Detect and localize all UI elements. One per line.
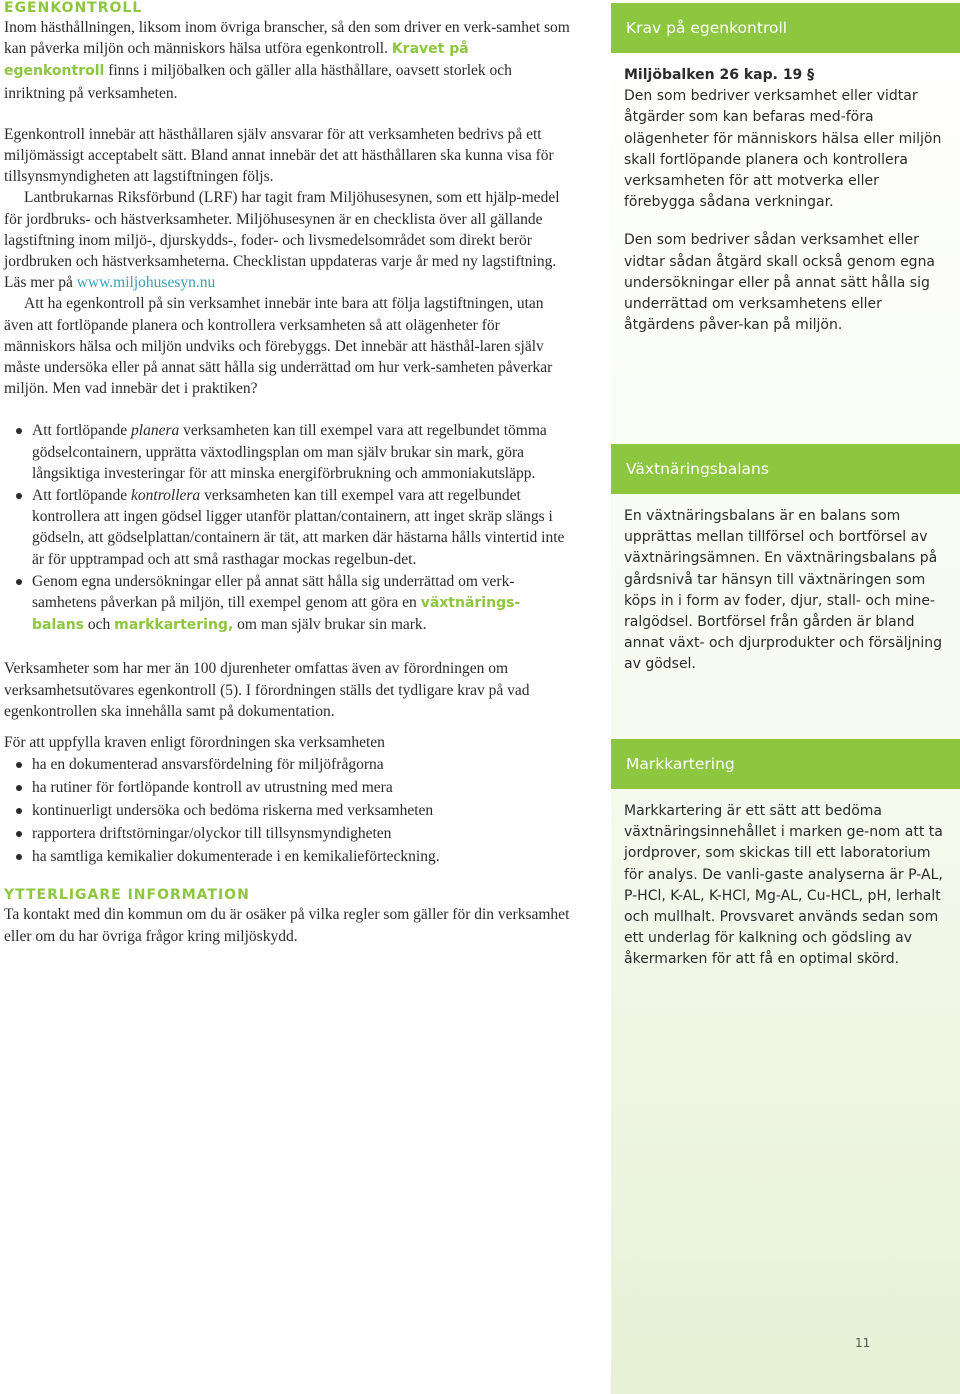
item-text: Att fortlöpande: [32, 487, 132, 505]
item-text: och: [84, 616, 115, 634]
box-body: En växtnäringsbalans är en balans som upprättas mellan tillförsel och bortförsel av växtnäringsämnen. En växtnäringsbalans på gårdsnivå tar hänsyn till växtnäringen som köps in i form av foder, djur, stall- och mine-ralgödsel. Bortförsel från gården är bland annat växt- och djurprodukter och försäljning av gödsel.: [624, 508, 943, 673]
box-body: [611, 53, 960, 336]
list-item: ha rutiner för fortlöpande kontroll av utrustning med mera: [4, 776, 570, 799]
box-vaxtnaringsbalans: [611, 444, 960, 676]
section-heading-egenkontroll: EGENKONTROLL: [4, 0, 143, 16]
item-emphasis: planera: [131, 422, 180, 440]
kravet-highlight: Kravet på egenkontroll: [4, 41, 469, 80]
page-number: 11: [855, 1336, 871, 1350]
intro-text-b: finns i miljöbalken och gäller alla hästhållare, oavsett storlek och inriktning på verksamheten.: [4, 62, 512, 102]
practice-list: [4, 420, 570, 636]
box-title: Krav på egenkontroll: [611, 3, 960, 53]
paragraph-forordning: Verksamheter som har mer än 100 djurenheter omfattas även av förordningen om verksamhetsutövares egenkontroll (5). I förordningen ställs det tydligare krav på vad egenkontrollen ska innehålla samt på dokumentation.: [4, 660, 530, 720]
box-krav-pa-egenkontroll: [611, 3, 960, 336]
section-heading-ytterligare: YTTERLIGARE INFORMATION: [4, 887, 250, 904]
list-item: kontinuerligt undersöka och bedöma riskerna med verksamheten: [4, 799, 570, 822]
paragraph-planera-kontrollera: Att ha egenkontroll på sin verksamhet innebär inte bara att följa lagstiftningen, utan även att fortlöpande planera och kontrollera verksamheten så att olägenheter för människors hälsa och miljön undviks och förebyggs. Det innebär att hästhål-laren själv måste undersöka eller på annat sätt hålla sig underrättad om hur verk-samheten påverkar miljön. Men vad innebär det i praktiken?: [4, 295, 553, 398]
list-item: rapportera driftstörningar/olyckor till tillsynsmyndigheten: [4, 822, 570, 845]
item-text: verksamheten kan till exempel vara att regelbundet kontrollera att ingen gödsel ligger utanför plattan/containern, att inget skräp slängs i gödseln, att gödselplattan/containern är tät, att marken där hästarna hålls vintertid inte är för upptrampad och att små rasthagar mockas regelbun-det.: [32, 487, 565, 568]
item-text: Att fortlöpande: [32, 422, 132, 440]
paragraph-kontakt: Ta kontakt med din kommun om du är osäker på vilka regler som gäller för din verksamhet eller om du har övriga frågor kring miljöskydd.: [4, 906, 570, 945]
list-item: [4, 485, 570, 570]
item-text: verksamheten kan till exempel vara att regelbundet tömma gödselcontainern, upprätta växtodlingsplan om man själv brukar sin mark, göra långsiktiga investeringar för att minska energiförbrukning och ammoniakutsläpp.: [32, 422, 547, 482]
lrf-text: Lantbrukarnas Riksförbund (LRF) har tagit fram Miljöhusesynen, som ett hjälp-medel för jordbruks- och hästverksamheter. Miljöhusesynen är en checklista över all gällande lagstiftning inom miljö-, djurskydds-, foder- och livsmedelsområdet som direkt berör jordbruken och hästverksamheterna. Checklistan uppdateras varje år med ny lagstiftning. Läs mer på: [4, 189, 560, 292]
box-markkartering: [611, 739, 960, 971]
list-item: ha samtliga kemikalier dokumenterade i en kemikalieförteckning.: [4, 845, 570, 868]
law-reference-text: Miljöbalken 26 kap. 19 §: [624, 67, 815, 83]
list-item: [4, 571, 570, 637]
requirements-list: [4, 753, 570, 868]
item-text: om man själv brukar sin mark.: [233, 616, 427, 634]
item-text: Genom egna undersökningar eller på annat sätt hålla sig underrättad om verk-samhetens påverkan på miljön, till exempel genom att göra en: [32, 572, 515, 612]
intro-paragraph: [4, 17, 570, 104]
box-body: Markkartering är ett sätt att bedöma växtnäringsinnehållet i marken ge-nom att ta jordprover, som skickas till ett laboratorium för analys. De vanli-gaste analyserna är P-AL, P-HCl, K-AL, K-HCl, Mg-AL, Cu-HCL, pH, lerhalt och mullhalt. Provsvaret används sedan som ett underlag för kalkning och gödsling av åkermarken för att få en optimal skörd.: [624, 803, 943, 968]
miljohusesyn-link[interactable]: www.miljohusesyn.nu: [76, 274, 216, 292]
paragraph-egenkontroll-innebar: Egenkontroll innebär att hästhållaren själv ansvarar för att verksamheten bedrivs på ett miljömässigt acceptabelt sätt. Bland annat innebär det att hästhållaren ska kunna visa för tillsynsmyndigheten att lagstiftningen följs.: [4, 125, 554, 186]
law-reference: [624, 65, 947, 86]
list-item: ha en dokumenterad ansvarsfördelning för miljöfrågorna: [4, 753, 570, 776]
box-title: Växtnäringsbalans: [611, 444, 960, 494]
box-title: Markkartering: [611, 739, 960, 789]
intro-text-a: Inom hästhållningen, liksom inom övriga branscher, så den som driver en verk-samhet som kan påverka miljön och människors hälsa utföra egenkontroll.: [4, 19, 570, 58]
paragraph-lrf: [4, 187, 570, 293]
law-paragraph-2: Den som bedriver sådan verksamhet eller vidtar sådan åtgärd skall också genom egna undersökningar eller på annat sätt hålla sig underrättad om verksamhetens eller åtgärdens påver-kan på miljön.: [624, 232, 936, 334]
vaxtnaringsbalans-highlight: växtnärings-balans: [32, 595, 521, 634]
sidebar: [611, 3, 960, 1394]
law-paragraph-1: Den som bedriver verksamhet eller vidtar åtgärder som kan befaras med-föra olägenheter för människors hälsa eller miljön skall fortlöpande planera och kontrollera verksamheten för att motverka eller förebygga sådana verkningar.: [624, 88, 942, 211]
list-item: [4, 420, 570, 484]
paragraph-krav-intro: För att uppfylla kraven enligt förordningen ska verksamheten: [4, 734, 385, 752]
item-emphasis: kontrollera: [131, 487, 201, 505]
main-column: [4, 0, 570, 947]
markkartering-highlight: markkartering,: [114, 617, 234, 634]
